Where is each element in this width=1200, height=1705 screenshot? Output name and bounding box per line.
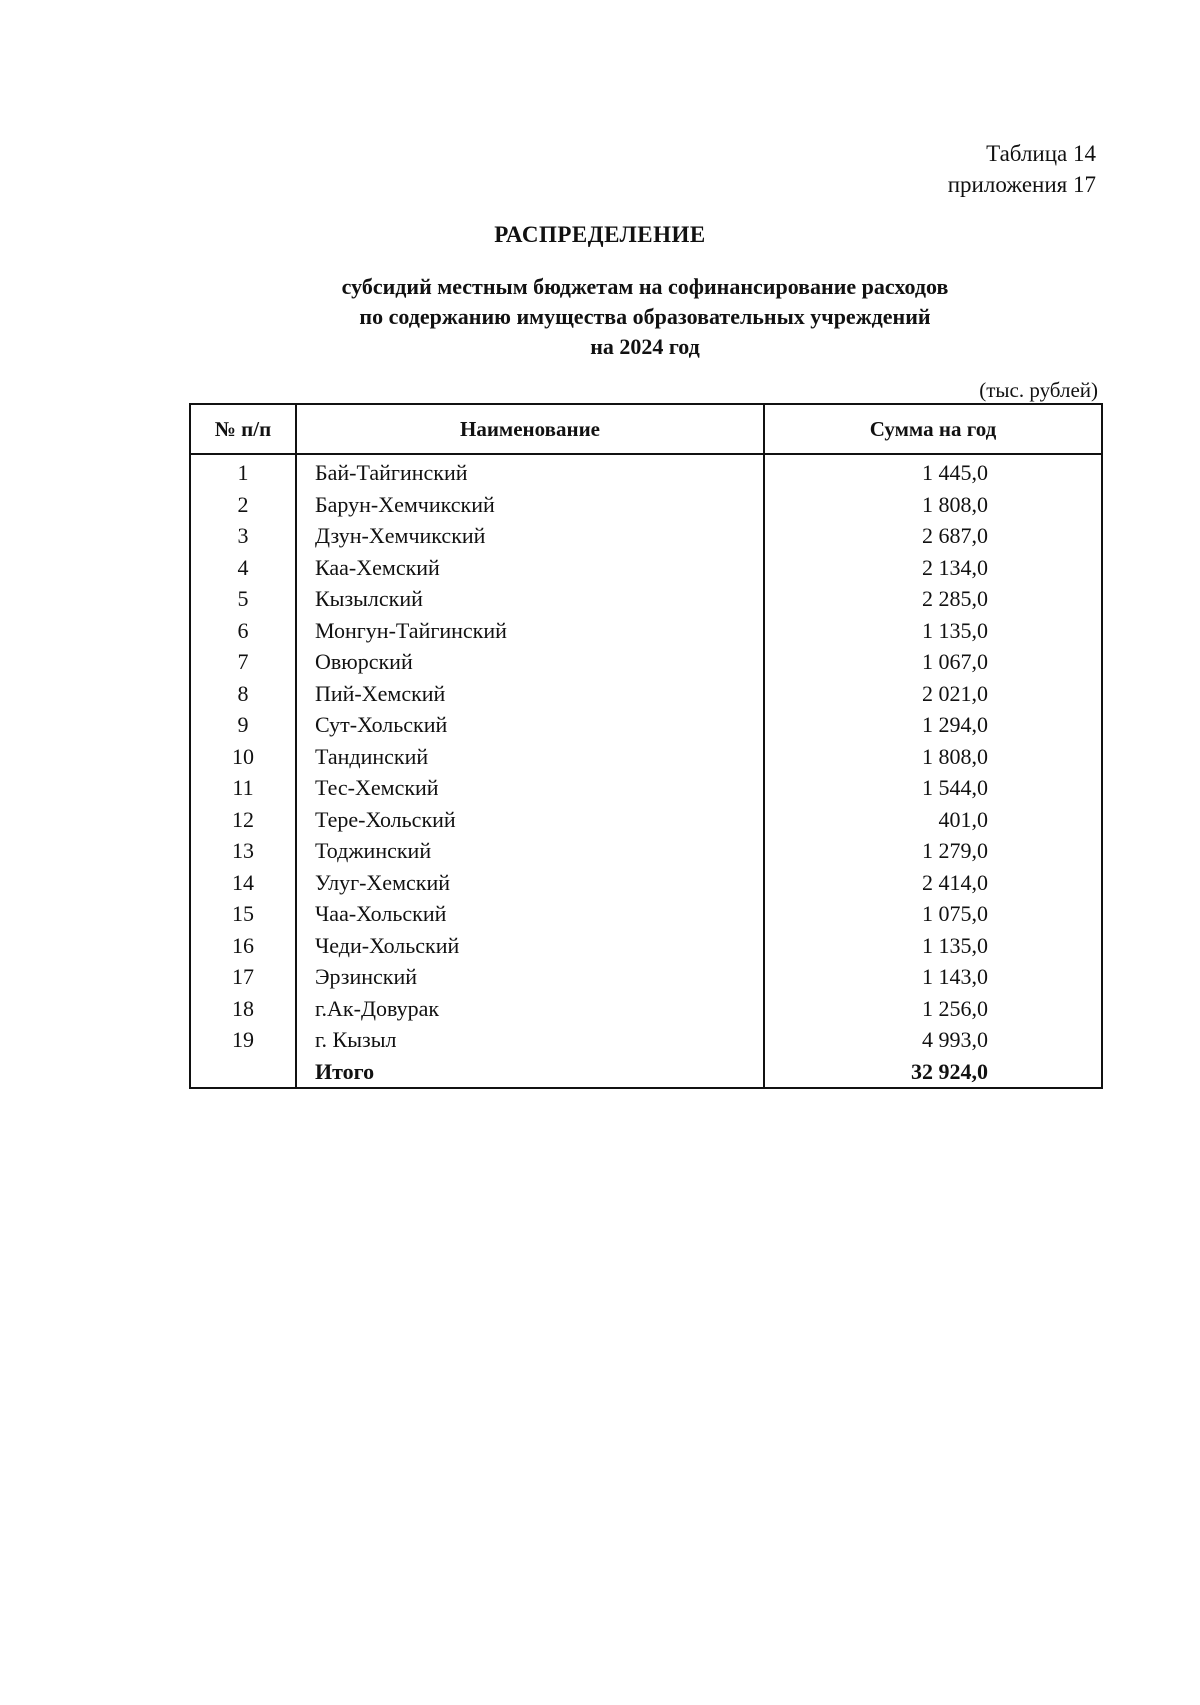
row-name: Дзун-Хемчикский bbox=[296, 520, 764, 552]
document-title: РАСПРЕДЕЛЕНИЕ bbox=[494, 222, 706, 247]
table-row bbox=[190, 454, 1102, 489]
row-sum-cell bbox=[764, 520, 1102, 552]
row-number: 6 bbox=[190, 615, 296, 647]
row-sum-cell bbox=[764, 772, 1102, 804]
table-row bbox=[190, 646, 1102, 678]
total-row bbox=[190, 1056, 1102, 1089]
row-number: 2 bbox=[190, 489, 296, 521]
row-number: 8 bbox=[190, 678, 296, 710]
row-number: 4 bbox=[190, 552, 296, 584]
row-number: 7 bbox=[190, 646, 296, 678]
row-sum: 2 134,0 bbox=[922, 554, 988, 580]
table-row bbox=[190, 741, 1102, 773]
column-header-name: Наименование bbox=[296, 404, 764, 454]
row-number: 3 bbox=[190, 520, 296, 552]
row-sum-cell bbox=[764, 615, 1102, 647]
row-sum-cell bbox=[764, 646, 1102, 678]
row-name: Тандинский bbox=[296, 741, 764, 773]
table-body bbox=[190, 454, 1102, 1088]
row-number: 17 bbox=[190, 961, 296, 993]
table-row bbox=[190, 1024, 1102, 1056]
row-sum: 1 808,0 bbox=[922, 743, 988, 769]
row-number: 12 bbox=[190, 804, 296, 836]
row-name: Сут-Хольский bbox=[296, 709, 764, 741]
distribution-table bbox=[189, 403, 1103, 1089]
row-sum-cell bbox=[764, 898, 1102, 930]
row-sum: 401,0 bbox=[938, 806, 988, 832]
row-name: Улуг-Хемский bbox=[296, 867, 764, 899]
total-number-cell bbox=[190, 1056, 296, 1089]
row-sum-cell bbox=[764, 867, 1102, 899]
table-number: Таблица 14 bbox=[986, 141, 1096, 166]
row-sum: 1 135,0 bbox=[922, 617, 988, 643]
appendix-number: приложения 17 bbox=[947, 172, 1096, 197]
table-reference bbox=[948, 138, 1096, 200]
table-row bbox=[190, 583, 1102, 615]
subtitle-line: на 2024 год bbox=[590, 334, 700, 359]
row-number: 9 bbox=[190, 709, 296, 741]
row-sum-cell bbox=[764, 454, 1102, 489]
row-sum-cell bbox=[764, 804, 1102, 836]
subtitle-line: субсидий местным бюджетам на софинансирование расходов bbox=[341, 274, 949, 299]
table-row bbox=[190, 615, 1102, 647]
row-sum: 2 414,0 bbox=[922, 869, 988, 895]
document-subtitle bbox=[0, 272, 1200, 362]
row-sum-cell bbox=[764, 678, 1102, 710]
total-sum-cell bbox=[764, 1056, 1102, 1089]
row-name: Эрзинский bbox=[296, 961, 764, 993]
row-number: 14 bbox=[190, 867, 296, 899]
row-number: 16 bbox=[190, 930, 296, 962]
row-sum: 1 067,0 bbox=[922, 649, 988, 674]
row-number: 15 bbox=[190, 898, 296, 930]
row-sum-cell bbox=[764, 930, 1102, 962]
row-number: 10 bbox=[190, 741, 296, 773]
row-number: 18 bbox=[190, 993, 296, 1025]
subtitle-line: по содержанию имущества образовательных учреждений bbox=[359, 304, 931, 329]
table-row bbox=[190, 772, 1102, 804]
row-name: Бай-Тайгинский bbox=[296, 454, 764, 489]
table-row bbox=[190, 709, 1102, 741]
row-name: Тес-Хемский bbox=[296, 772, 764, 804]
table-row bbox=[190, 835, 1102, 867]
table-row bbox=[190, 930, 1102, 962]
row-name: Чаа-Хольский bbox=[296, 898, 764, 930]
row-name: Каа-Хемский bbox=[296, 552, 764, 584]
table-row bbox=[190, 552, 1102, 584]
row-sum-cell bbox=[764, 583, 1102, 615]
table-row bbox=[190, 804, 1102, 836]
row-sum-cell bbox=[764, 489, 1102, 521]
row-number: 1 bbox=[190, 454, 296, 489]
row-name: Монгун-Тайгинский bbox=[296, 615, 764, 647]
row-number: 19 bbox=[190, 1024, 296, 1056]
row-name: Овюрский bbox=[296, 646, 764, 678]
row-sum-cell bbox=[764, 709, 1102, 741]
column-header-number: № п/п bbox=[190, 404, 296, 454]
total-sum: 32 924,0 bbox=[911, 1058, 988, 1084]
units-note: (тыс. рублей) bbox=[979, 378, 1098, 402]
table-row bbox=[190, 898, 1102, 930]
row-name: Барун-Хемчикский bbox=[296, 489, 764, 521]
row-number: 5 bbox=[190, 583, 296, 615]
total-label: Итого bbox=[296, 1056, 764, 1089]
row-sum-cell bbox=[764, 552, 1102, 584]
table-row bbox=[190, 678, 1102, 710]
row-sum: 2 687,0 bbox=[922, 523, 988, 548]
row-name: Кызылский bbox=[296, 583, 764, 615]
row-name: Тоджинский bbox=[296, 835, 764, 867]
table-row bbox=[190, 520, 1102, 552]
table-row bbox=[190, 961, 1102, 993]
row-sum: 1 294,0 bbox=[922, 712, 988, 737]
row-number: 13 bbox=[190, 835, 296, 867]
row-sum: 1 544,0 bbox=[922, 775, 988, 800]
row-sum: 2 285,0 bbox=[922, 586, 988, 611]
column-header-sum: Сумма на год bbox=[764, 404, 1102, 454]
row-name: Чеди-Хольский bbox=[296, 930, 764, 962]
row-sum: 2 021,0 bbox=[922, 680, 988, 706]
row-sum-cell bbox=[764, 835, 1102, 867]
table-row bbox=[190, 993, 1102, 1025]
table-row bbox=[190, 489, 1102, 521]
row-sum: 4 993,0 bbox=[922, 1027, 988, 1052]
row-sum-cell bbox=[764, 741, 1102, 773]
row-number: 11 bbox=[190, 772, 296, 804]
table-header-row bbox=[190, 404, 1102, 454]
row-sum: 1 143,0 bbox=[922, 964, 988, 989]
row-sum-cell bbox=[764, 961, 1102, 993]
row-name: Пий-Хемский bbox=[296, 678, 764, 710]
row-name: Тере-Хольский bbox=[296, 804, 764, 836]
row-sum: 1 135,0 bbox=[922, 932, 988, 958]
row-sum: 1 445,0 bbox=[922, 460, 988, 485]
row-sum: 1 075,0 bbox=[922, 901, 988, 926]
row-sum: 1 256,0 bbox=[922, 995, 988, 1021]
row-sum-cell bbox=[764, 993, 1102, 1025]
table-row bbox=[190, 867, 1102, 899]
row-name: г. Кызыл bbox=[296, 1024, 764, 1056]
row-sum: 1 808,0 bbox=[922, 491, 988, 517]
row-sum-cell bbox=[764, 1024, 1102, 1056]
row-sum: 1 279,0 bbox=[922, 838, 988, 863]
row-name: г.Ак-Довурак bbox=[296, 993, 764, 1025]
